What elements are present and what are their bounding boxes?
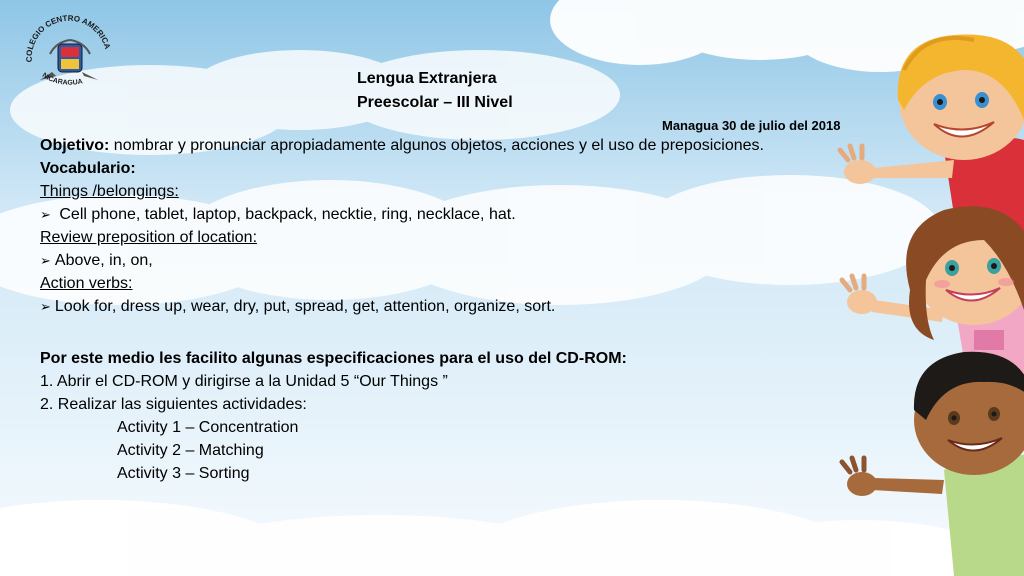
arrow-bullet-icon: ➢	[40, 208, 51, 223]
vocabulary-label: Vocabulario:	[40, 160, 136, 177]
instructions-step-2: 2. Realizar las siguientes actividades:	[40, 396, 307, 413]
prepositions-heading: Review preposition of location:	[40, 229, 258, 246]
subject-title: Lengua Extranjera	[357, 70, 497, 87]
prepositions-items: Above, in, on,	[54, 252, 153, 269]
objective-line	[40, 136, 764, 156]
instructions-heading: Por este medio les facilito algunas especificaciones para el uso del CD-ROM:	[40, 350, 627, 367]
verbs-heading: Action verbs:	[40, 275, 133, 292]
activity-item: Activity 3 – Sorting	[117, 465, 250, 482]
objective-label: Objetivo:	[40, 137, 110, 154]
arrow-bullet-icon: ➢	[40, 254, 51, 269]
things-items-line	[40, 205, 516, 226]
verbs-items-line	[40, 297, 555, 318]
logo-text-bottom: NICARAGUA	[40, 71, 84, 87]
verbs-items: Look for, dress up, wear, dry, put, spread, get, attention, organize, sort.	[54, 298, 556, 315]
activity-item: Activity 1 – Concentration	[117, 419, 299, 436]
objective-text: nombrar y pronunciar apropiadamente algunos objetos, acciones y el uso de preposiciones.	[109, 137, 764, 154]
things-items: Cell phone, tablet, laptop, backpack, necktie, ring, necklace, hat.	[59, 206, 516, 223]
date-line: Managua 30 de julio del 2018	[662, 118, 841, 133]
level-title: Preescolar – III Nivel	[357, 94, 513, 111]
prepositions-items-line	[40, 251, 153, 272]
things-heading: Things /belongings:	[40, 183, 179, 200]
activity-item: Activity 2 – Matching	[117, 442, 264, 459]
logo-text-top: COLEGIO CENTRO AMERICA	[24, 14, 113, 63]
arrow-bullet-icon: ➢	[40, 300, 51, 315]
instructions-step-1: 1. Abrir el CD-ROM y dirigirse a la Unidad 5 “Our Things ”	[40, 373, 448, 390]
